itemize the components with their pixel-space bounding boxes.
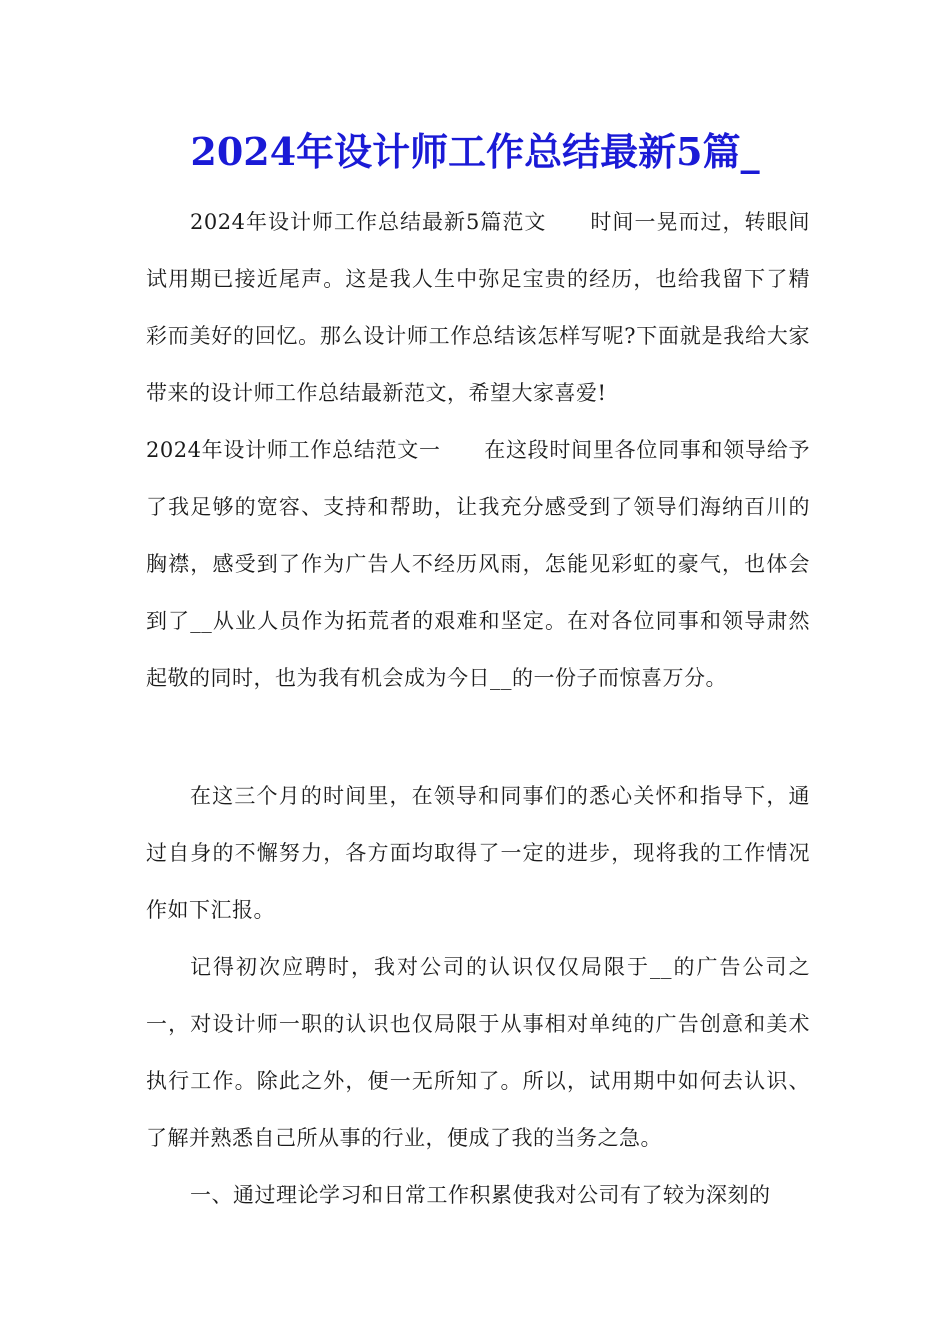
- first-impression-paragraph: 记得初次应聘时，我对公司的认识仅仅局限于__的广告公司之一，对设计师一职的认识也仅局限于从事相对单纯的广告创意和美术执行工作。除此之外，便一无所知了。所以，试用期中如何去认识、了解并熟悉自己所从事的行业，便成了我的当务之急。: [146, 955, 810, 1150]
- progress-paragraph: 在这三个月的时间里，在领导和同事们的悉心关怀和指导下，通过自身的不懈努力，各方面均取得了一定的进步，现将我的工作情况作如下汇报。: [146, 784, 810, 922]
- sample-one-paragraph: 2024年设计师工作总结范文一 在这段时间里各位同事和领导给予了我足够的宽容、支持和帮助，让我充分感受到了领导们海纳百川的胸襟，感受到了作为广告人不经历风雨，怎能见彩虹的豪气，也体会到了__从业人员作为拓荒者的艰难和坚定。在对各位同事和领导肃然起敬的同时，也为我有机会成为今日__的一份子而惊喜万分。: [146, 438, 810, 690]
- document-title: 2024年设计师工作总结最新5篇_: [190, 129, 760, 174]
- section-one-heading-paragraph: 一、通过理论学习和日常工作积累使我对公司有了较为深刻的: [190, 1183, 771, 1207]
- intro-paragraph: 2024年设计师工作总结最新5篇范文 时间一晃而过，转眼间试用期已接近尾声。这是我人生中弥足宝贵的经历，也给我留下了精彩而美好的回忆。那么设计师工作总结该怎样写呢?下面就是我给大家带来的设计师工作总结最新范文，希望大家喜爱!: [146, 210, 810, 405]
